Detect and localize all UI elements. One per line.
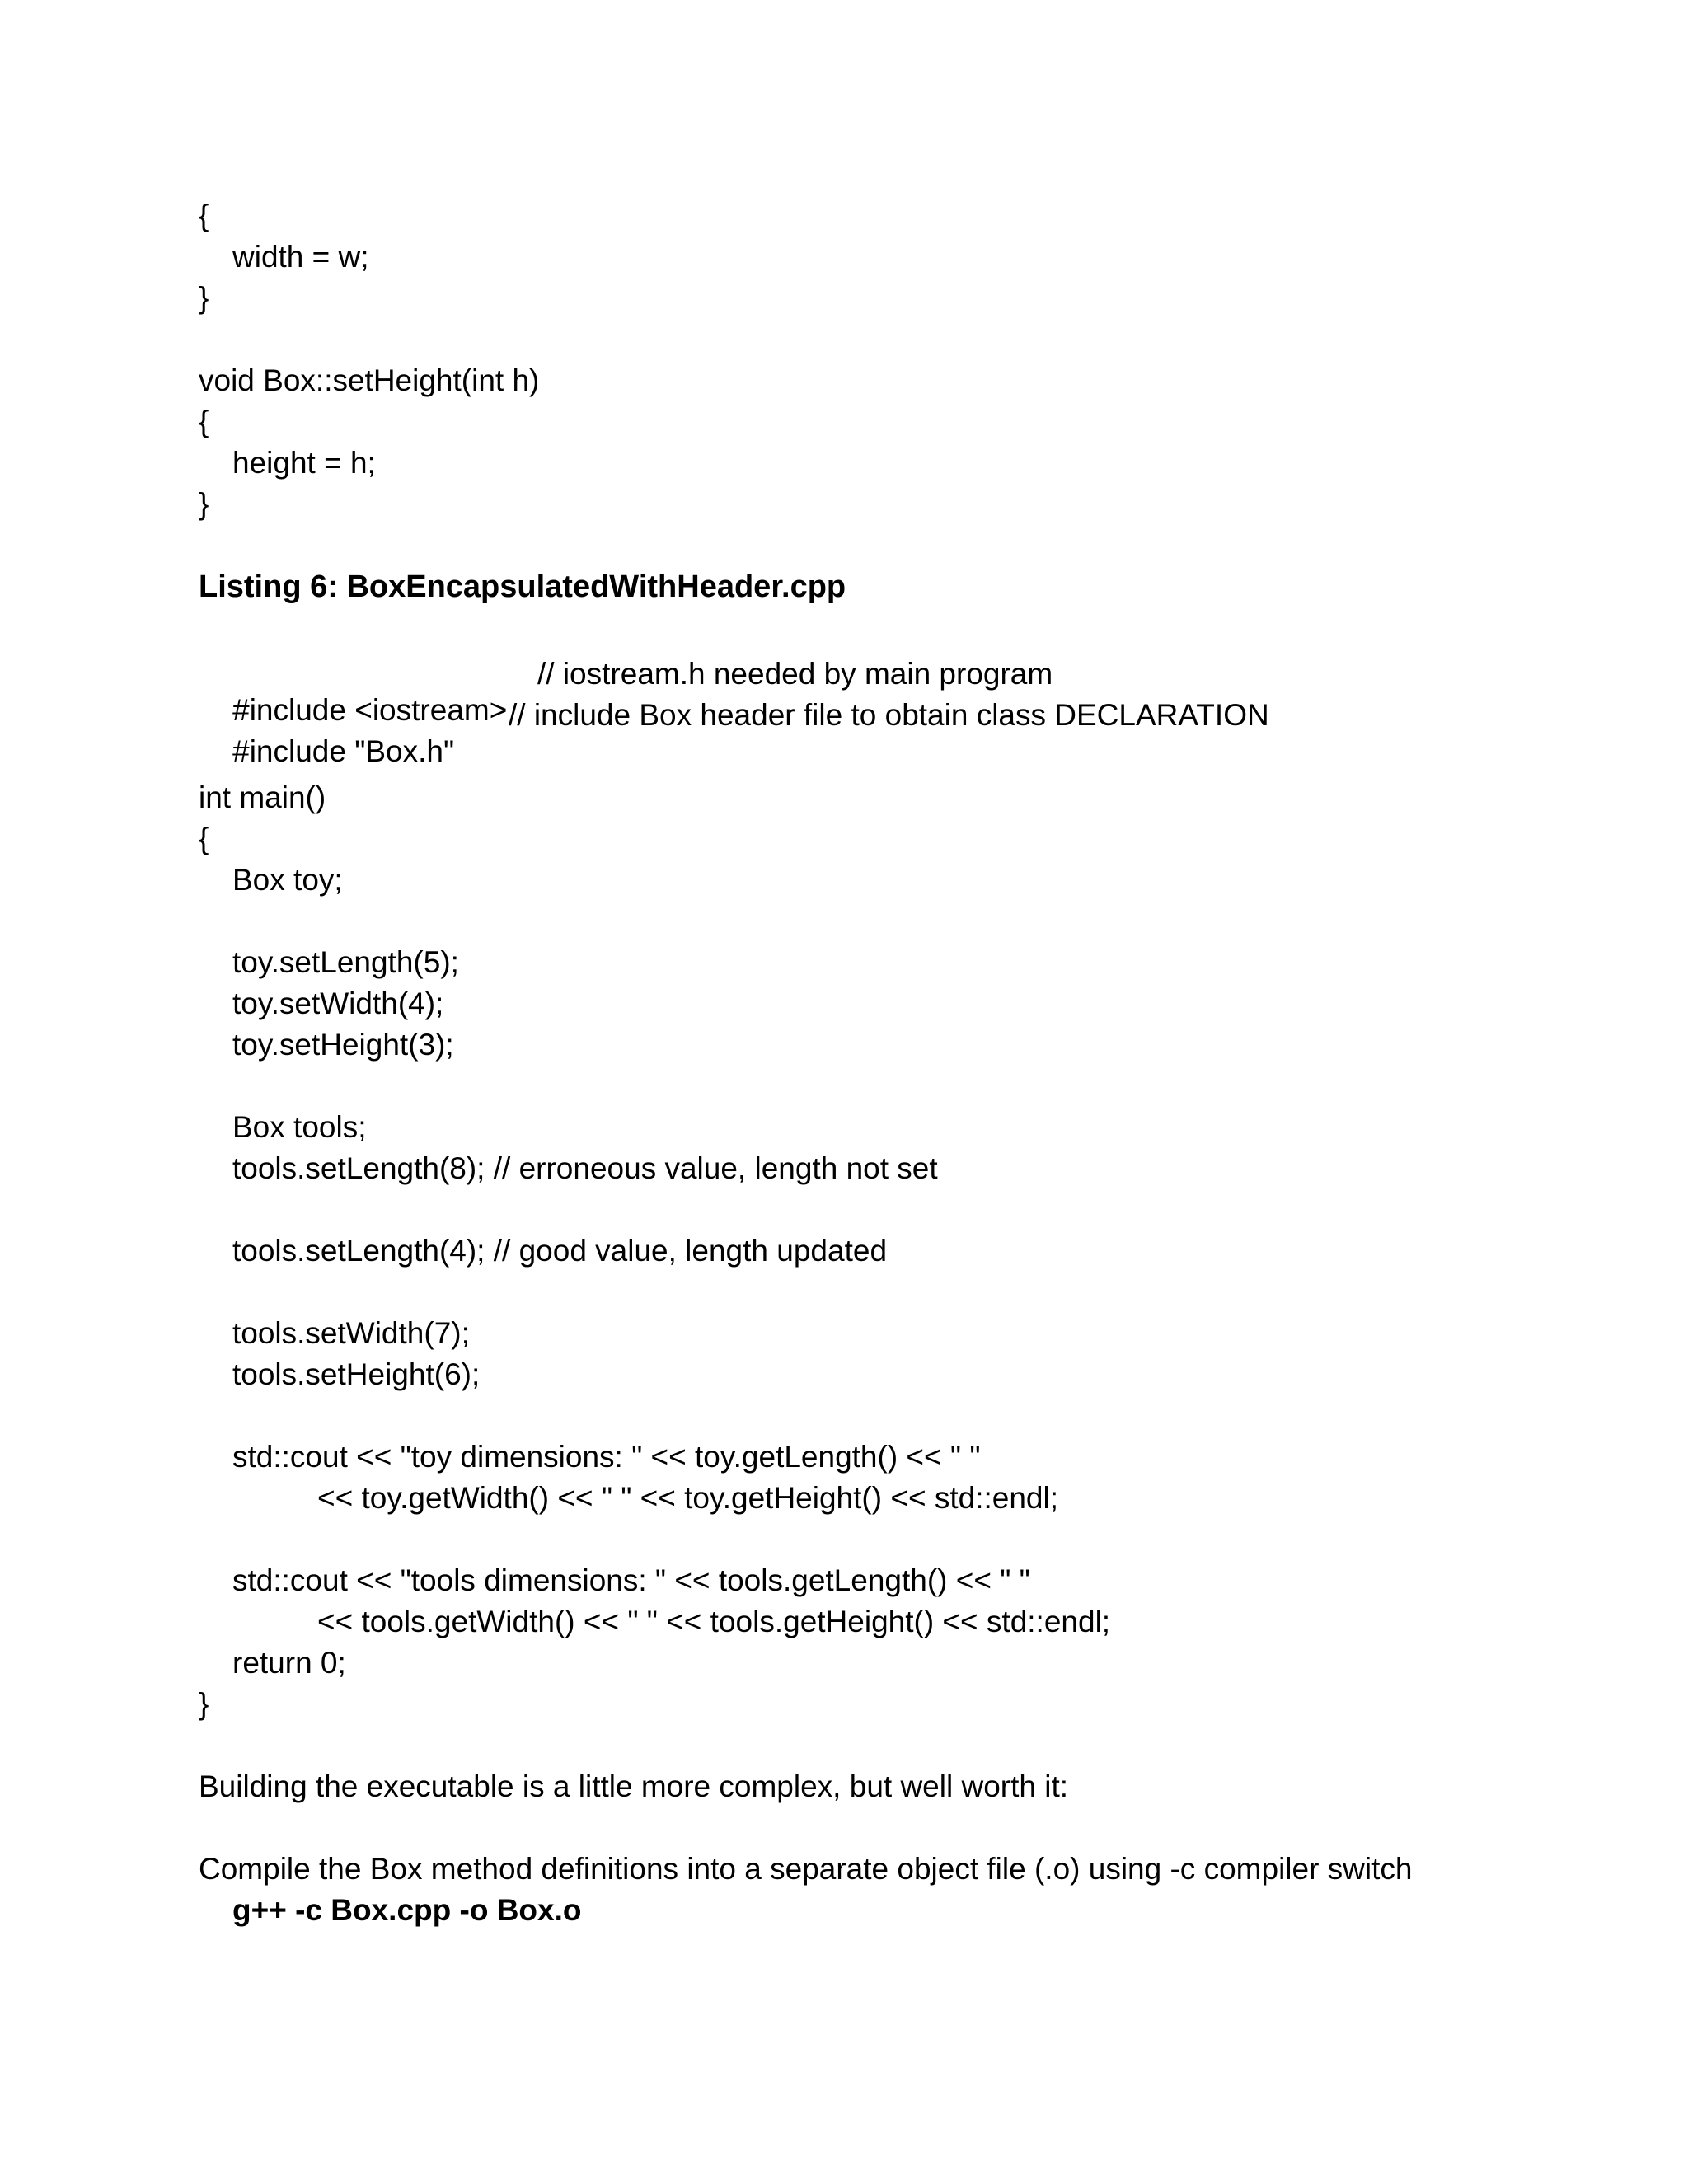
code-line: void Box::setHeight(int h): [199, 363, 540, 397]
include-comment: // iostream.h needed by main program: [537, 657, 1053, 691]
code-line: Box tools;: [232, 1110, 367, 1144]
code-line: << tools.getWidth() << " " << tools.getHeight() << std::endl;: [317, 1605, 1111, 1638]
code-line: << toy.getWidth() << " " << toy.getHeight() << std::endl;: [317, 1481, 1058, 1515]
include-code: #include <iostream>: [232, 693, 508, 727]
code-line: std::cout << "tools dimensions: " << tools.getLength() << " ": [232, 1563, 1030, 1597]
include-comment: // include Box header file to obtain class DECLARATION: [509, 698, 1269, 732]
compile-command: g++ -c Box.cpp -o Box.o: [232, 1893, 582, 1927]
code-line: }: [199, 1687, 209, 1721]
code-line: Box toy;: [232, 863, 343, 897]
code-line: height = h;: [232, 446, 376, 480]
code-line: int main(): [199, 780, 326, 814]
body-paragraph: Compile the Box method definitions into a separate object file (.o) using -c compiler switch: [199, 1852, 1413, 1886]
code-line: tools.setHeight(6);: [232, 1357, 481, 1391]
code-line: }: [199, 281, 209, 315]
code-line: tools.setWidth(7);: [232, 1316, 470, 1350]
code-line: {: [199, 405, 209, 438]
code-line: tools.setLength(8); // erroneous value, length not set: [232, 1151, 938, 1185]
include-code: #include "Box.h": [232, 734, 455, 768]
code-line: toy.setLength(5);: [232, 945, 459, 979]
code-line: return 0;: [232, 1646, 346, 1680]
code-line: {: [199, 199, 209, 232]
code-line: std::cout << "toy dimensions: " << toy.getLength() << " ": [232, 1440, 981, 1474]
code-line: }: [199, 487, 209, 521]
code-line: toy.setWidth(4);: [232, 987, 444, 1020]
body-paragraph: Building the executable is a little more complex, but well worth it:: [199, 1769, 1069, 1803]
listing-title: Listing 6: BoxEncapsulatedWithHeader.cpp: [199, 569, 846, 604]
code-line: toy.setHeight(3);: [232, 1028, 454, 1062]
code-line: tools.setLength(4); // good value, length updated: [232, 1234, 888, 1268]
code-line: {: [199, 822, 209, 855]
code-line: width = w;: [232, 240, 369, 274]
